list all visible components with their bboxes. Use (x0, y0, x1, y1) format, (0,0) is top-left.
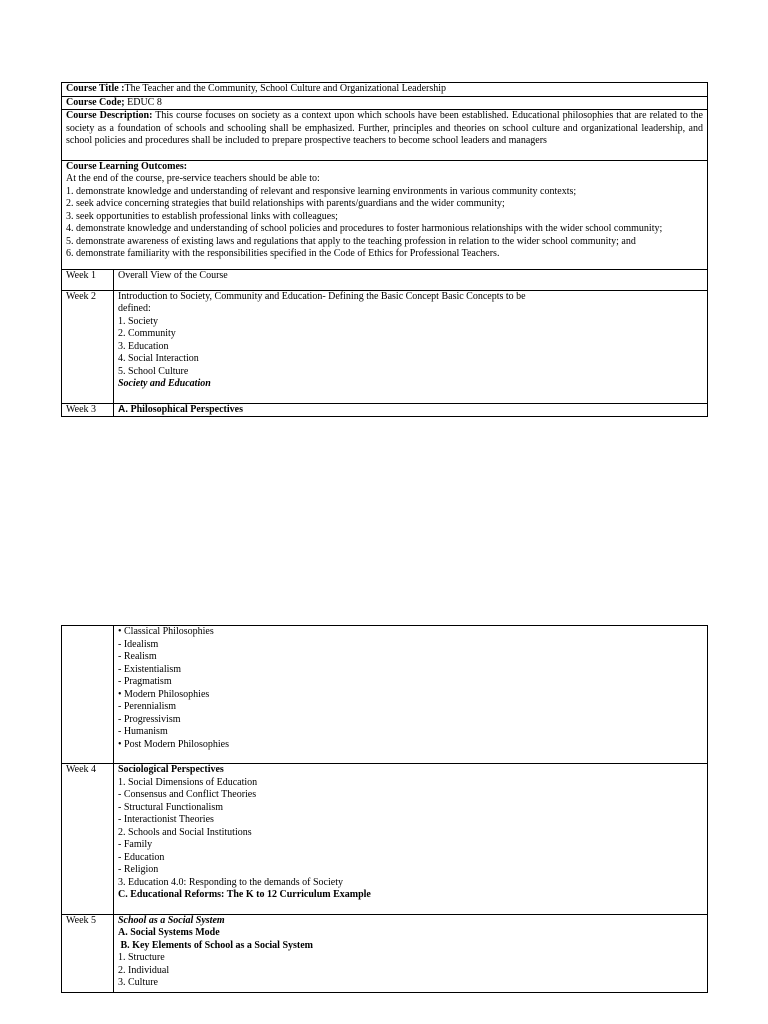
outcome-item: 3. seek opportunities to establish professional links with colleagues; (66, 210, 338, 222)
week-3-item: • Modern Philosophies (118, 688, 210, 700)
week-4-label: Week 4 (62, 764, 114, 915)
week-5-sub-b: B. Key Elements of School as a Social System (118, 939, 313, 951)
week-2-subheading: Society and Education (118, 378, 211, 389)
outcomes-label: Course Learning Outcomes: (66, 160, 188, 172)
week-3-item: - Progressivism (118, 713, 181, 725)
week-4-row (62, 764, 708, 915)
week-3-heading-letter: A. (118, 403, 128, 415)
week-5-sub-a: A. Social Systems Mode (118, 927, 220, 938)
week-4-item: 3. Education 4.0: Responding to the demands of Society (118, 876, 343, 888)
week-4-item: 2. Schools and Social Institutions (118, 826, 252, 838)
week-2-item: 3. Education (118, 340, 169, 352)
week-2-item: 1. Society (118, 315, 158, 327)
course-code-value: EDUC 8 (124, 96, 162, 108)
syllabus-table-page-1 (61, 82, 708, 417)
course-title-label: Course Title : (66, 83, 125, 94)
week-5-row (62, 914, 708, 992)
week-2-item: 2. Community (118, 328, 176, 339)
week-3-item: - Humanism (118, 726, 168, 737)
week-4-item: - Family (118, 839, 153, 850)
week-3-continued-row (62, 626, 708, 764)
outcome-item: 1. demonstrate knowledge and understanding of relevant and responsive learning environments in various community contexts; (66, 185, 577, 197)
outcome-item: 2. seek advice concerning strategies that build relationships with parents/guardians and the wider community; (66, 198, 505, 209)
week-5-label: Week 5 (62, 914, 114, 992)
outcome-item: 4. demonstrate knowledge and understanding of school policies and procedures to foster harmonious relationships with the wider school community; (66, 223, 663, 234)
week-2-item: 5. School Culture (118, 365, 189, 377)
week-2-label: Week 2 (62, 290, 114, 403)
week-4-item: 1. Social Dimensions of Education (118, 776, 258, 788)
week-2-item: 4. Social Interaction (118, 353, 199, 364)
week-5-item: 1. Structure (118, 952, 165, 963)
week-4-item: - Interactionist Theories (118, 814, 214, 825)
course-code-row (62, 96, 708, 110)
outcome-item: 6. demonstrate familiarity with the responsibilities specified in the Code of Ethics for Professional Teachers. (66, 248, 500, 259)
week-1-content: Overall View of the Course (114, 269, 708, 290)
week-2-row (62, 290, 708, 403)
week-3-label: Week 3 (62, 403, 114, 417)
course-code-label: Course Code; (66, 96, 125, 108)
week-2-intro: Introduction to Society, Community and Education- Defining the Basic Concept Basic Concepts to be (118, 290, 526, 302)
outcomes-row (62, 160, 708, 269)
syllabus-table-page-2 (61, 625, 708, 993)
week-4-item: - Structural Functionalism (118, 801, 223, 813)
outcome-item: 5. demonstrate awareness of existing laws and regulations that apply to the teaching profession in relation to the wider school community; and (66, 235, 636, 247)
week-1-row (62, 269, 708, 290)
week-3-item: • Classical Philosophies (118, 626, 214, 637)
course-description-label: Course Description: (66, 110, 153, 121)
week-1-label: Week 1 (62, 269, 114, 290)
week-3-item: - Pragmatism (118, 676, 172, 687)
week-3-heading: Philosophical Perspectives (128, 403, 243, 415)
week-4-item: - Education (118, 851, 165, 863)
week-3-item: - Realism (118, 651, 157, 662)
week-4-closing: C. Educational Reforms: The K to 12 Curriculum Example (118, 889, 371, 900)
course-description-row (62, 110, 708, 161)
week-3-row (62, 403, 708, 417)
week-2-intro-cont: defined: (118, 303, 151, 314)
week-4-heading: Sociological Perspectives (118, 764, 224, 775)
week-3-item: - Perennialism (118, 701, 177, 712)
week-3-item: - Existentialism (118, 663, 182, 675)
week-4-item: - Religion (118, 864, 159, 875)
week-5-heading: School as a Social System (118, 914, 225, 926)
week-5-item: 2. Individual (118, 964, 170, 976)
week-3-item: • Post Modern Philosophies (118, 738, 230, 750)
course-title-row (62, 83, 708, 97)
outcomes-intro: At the end of the course, pre-service teachers should be able to: (66, 173, 320, 184)
week-5-item: 3. Culture (118, 977, 158, 988)
course-description-text: This course focuses on society as a context upon which schools have been established. Educational philosophies that are related to the society as a foundation of schools and schooling shall be emphasized. Further, principles and theories on school culture and organizational leadership, and school policies and procedures shall be included to prepare prospective teachers to become school leaders and managers (66, 110, 703, 146)
course-title-value: The Teacher and the Community, School Culture and Organizational Leadership (124, 83, 447, 94)
week-3-item: - Idealism (118, 638, 159, 650)
week-4-item: - Consensus and Conflict Theories (118, 789, 257, 800)
